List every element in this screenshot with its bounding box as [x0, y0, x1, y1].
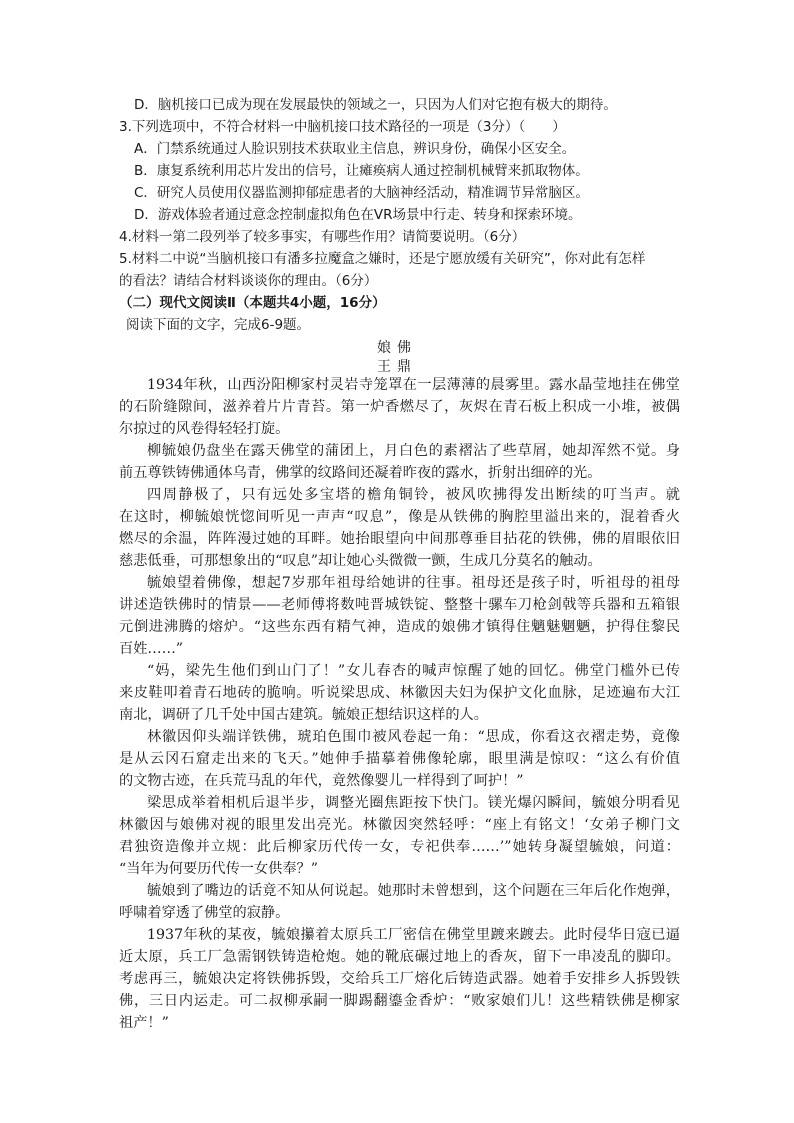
article-line: 林徽因仰头端详铁佛，琥珀色围巾被风卷起一角：“思成，你看这衣褶走势，竟像	[147, 729, 680, 745]
article-line: 1934年秋，山西汾阳柳家村灵岩寺笼罩在一层薄薄的晨雾里。露水晶莹地挂在佛堂	[147, 377, 680, 393]
q3-option-b: B．康复系统利用芯片发出的信号，让瘫痪病人通过控制机械臂来抓取物体。	[134, 163, 589, 179]
article-line: 君独资造像并立规：此后柳家历代传一女，专祀供奉……’”她转身凝望毓娘，问道：	[119, 839, 680, 855]
article-line: 林徽因与娘佛对视的眼里发出亮光。林徽因突然轻呼：“座上有铭文！‘女弟子柳门文	[119, 817, 680, 833]
article-line: 来皮鞋叩着青石地砖的脆响。听说梁思成、林徽因夫妇为保护文化血脉，足迹遍布大江	[119, 685, 680, 701]
article-line: “妈，梁先生他们到山门了！”女儿春杏的喊声惊醒了她的回忆。佛堂门槛外已传	[147, 663, 680, 679]
q3-option-c: C．研究人员使用仪器监测抑郁症患者的大脑神经活动，精准调节异常脑区。	[134, 185, 589, 201]
article-line: 前五尊铁铸佛通体乌青，佛掌的纹路间还凝着昨夜的露水，折射出细碎的光。	[119, 465, 602, 481]
article-line: 是从云冈石窟走出来的飞天。”她伸手描摹着佛像轮廓，眼里满是惊叹：“这么有价值	[119, 751, 680, 767]
article-line: 燃尽的余温，阵阵漫过她的耳畔。她抬眼望向中间那尊垂目拈花的铁佛，佛的眉眼依旧	[119, 531, 680, 547]
article-line: 近太原，兵工厂急需钢铁铸造枪炮。她的靴底碾过地上的香灰，留下一串凌乱的脚印。	[119, 949, 680, 965]
article-line: 南北，调研了几千处中国古建筑。毓娘正想结识这样的人。	[119, 707, 488, 723]
article-line: 毓娘望着佛像，想起7岁那年祖母给她讲的往事。祖母还是孩子时，听祖母的祖母	[147, 575, 680, 591]
article-title: 娘佛	[377, 340, 417, 356]
article-line: 祖产！”	[119, 1015, 169, 1031]
q2-option-d: D．脑机接口已成为现在发展最快的领域之一，只因为人们对它抱有极大的期待。	[134, 97, 617, 113]
q3-stem: 3.下列选项中，不符合材料一中脑机接口技术路径的一项是（3分）（ ）	[119, 119, 566, 135]
article-line: 四周静极了，只有远处多宝塔的檐角铜铃，被风吹拂得发出断续的叮当声。就	[147, 487, 680, 503]
q5-stem-line1: 5.材料二中说“当脑机接口有潘多拉魔盒之嫌时，还是宁愿放缓有关研究”，你对此有怎样	[119, 251, 646, 267]
article-line: 呼啸着穿透了佛堂的寂静。	[119, 905, 290, 921]
article-line: 讲述造铁佛时的情景——老师傅将数吨晋城铁锭、整整十骡车刀枪剑戟等兵器和五箱银	[119, 597, 680, 613]
article-line: 百姓……”	[119, 641, 184, 657]
q3-option-d: D．游戏体验者通过意念控制虚拟角色在VR场景中行走、转身和探索环境。	[134, 207, 582, 223]
article-line: 毓娘到了嘴边的话竟不知从何说起。她那时未曾想到，这个问题在三年后化作炮弹，	[147, 883, 680, 899]
article-author: 王鼎	[377, 359, 417, 375]
article-line: 1937年秋的某夜，毓娘攥着太原兵工厂密信在佛堂里踱来踱去。此时侵华日寇已逼	[147, 927, 680, 943]
article-line: 的石阶缝隙间，滋养着片片青苔。第一炉香燃尽了，灰烬在青石板上积成一小堆，被偶	[119, 399, 680, 415]
q4-stem: 4.材料一第二段列举了较多事实，有哪些作用？请简要说明。（6分）	[119, 229, 526, 245]
article-line: “当年为何要历代传一女供奉？”	[119, 861, 318, 877]
q5-stem-line2: 的看法？请结合材料谈谈你的理由。（6分）	[119, 273, 378, 289]
article-line: 尔掠过的风卷得轻轻打旋。	[119, 421, 290, 437]
article-line: 柳毓娘仍盘坐在露天佛堂的蒲团上，月白色的素褶沾了些草屑，她却浑然不觉。身	[147, 443, 680, 459]
article-line: 佛，三日内运走。可二叔柳承嗣一脚踢翻鎏金香炉：“败家娘们儿！这些精铁佛是柳家	[119, 993, 680, 1009]
article-line: 梁思成举着相机后退半步，调整光圈焦距按下快门。镁光爆闪瞬间，毓娘分明看见	[147, 795, 680, 811]
article-line: 慈悲低垂，可那想象出的“叹息”却让她心头微微一颤，生成几分莫名的触动。	[119, 553, 602, 569]
article-line: 考虑再三，毓娘决定将铁佛拆毁，交给兵工厂熔化后铸造武器。她着手安排乡人拆毁铁	[119, 971, 680, 987]
article-line: 的文物古迹，在兵荒马乱的年代，竟然像婴儿一样得到了呵护！”	[119, 773, 524, 789]
q3-option-a: A．门禁系统通过人脸识别技术获取业主信息，辨识身份，确保小区安全。	[134, 141, 576, 157]
section-heading: （二）现代文阅读Ⅱ（本题共4小题，16分）	[119, 295, 386, 311]
article-line: 元倒进沸腾的熔炉。“这些东西有精气神，造成的娘佛才镇得住魑魅魍魉，护得住黎民	[119, 619, 680, 635]
section-instruction: 阅读下面的文字，完成6-9题。	[126, 317, 311, 333]
article-line: 在这时，柳毓娘恍惚间听见一声声“叹息”，像是从铁佛的胸腔里溢出来的，混着香火	[119, 509, 680, 525]
